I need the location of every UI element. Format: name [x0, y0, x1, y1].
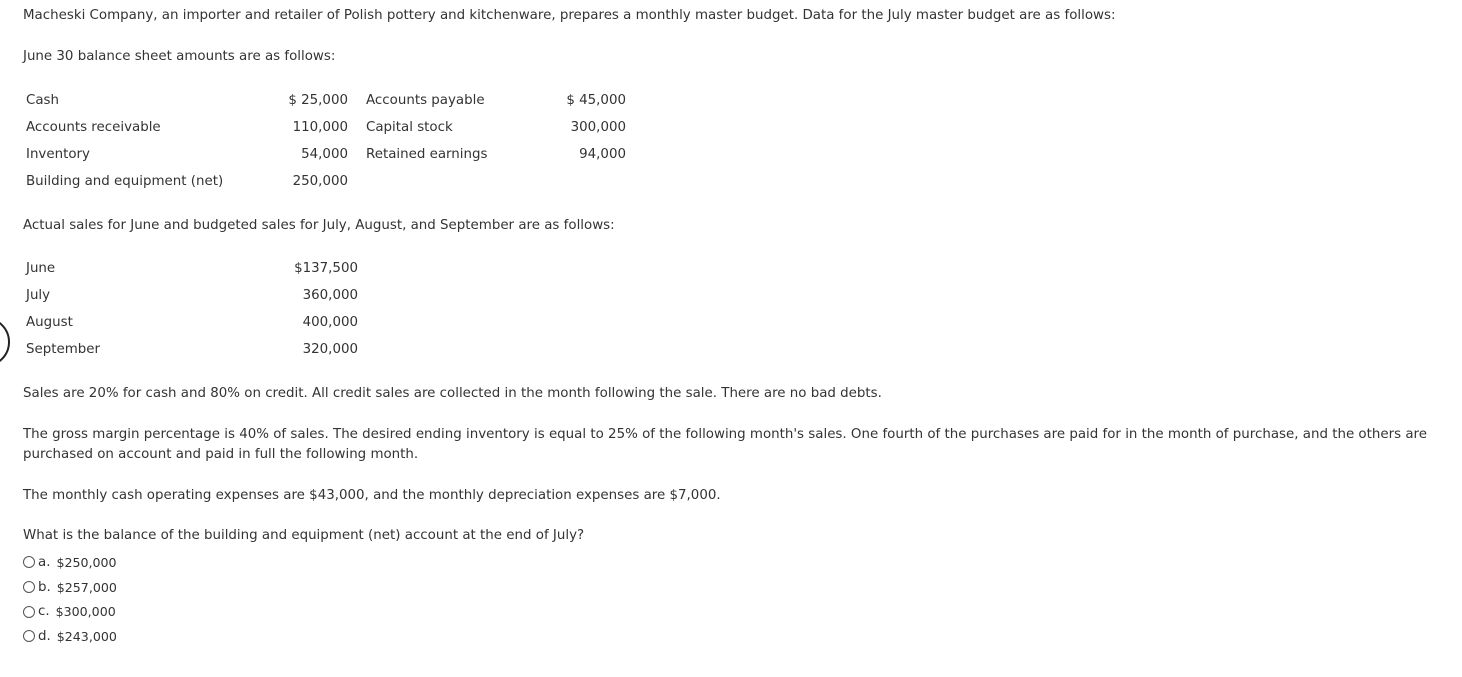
sales-amount: 400,000: [302, 315, 358, 330]
left-label: Accounts receivable: [26, 120, 161, 135]
left-amount: $ 25,000: [288, 93, 348, 108]
sales-amount: 360,000: [302, 288, 358, 303]
sales-terms-text: Sales are 20% for cash and 80% on credit. All credit sales are collected in the month following the sale. There are no bad debts.: [23, 386, 882, 401]
right-label: [352, 168, 560, 195]
table-row: [22, 309, 362, 336]
choice-letter: a.: [38, 554, 51, 570]
sales-table: [22, 255, 362, 363]
partial-circle-marker: [0, 317, 10, 367]
balance-sheet-heading: June 30 balance sheet amounts are as follows:: [23, 49, 336, 64]
left-label: Inventory: [26, 147, 90, 162]
sales-month: August: [26, 315, 73, 330]
radio-button[interactable]: [23, 556, 35, 568]
left-amount: 250,000: [292, 174, 348, 189]
answer-choices: [23, 550, 117, 649]
radio-button[interactable]: [23, 581, 35, 593]
expenses-text: The monthly cash operating expenses are $43,000, and the monthly depreciation expenses are $7,000.: [23, 488, 721, 503]
choice-letter: d.: [38, 628, 51, 644]
choice-b[interactable]: [23, 575, 117, 600]
choice-c[interactable]: [23, 599, 117, 624]
balance-sheet-table: [22, 87, 630, 195]
choice-value: $243,000: [56, 628, 117, 644]
sales-amount: $137,500: [294, 261, 358, 276]
sales-month: July: [26, 288, 51, 303]
choice-letter: b.: [38, 579, 51, 595]
left-amount: 110,000: [292, 120, 348, 135]
intro-text: Macheski Company, an importer and retailer of Polish pottery and kitchenware, prepares a monthly master budget. Data for the July master budget are as follows:: [23, 8, 1116, 23]
sales-month: June: [26, 261, 56, 276]
left-amount: 54,000: [301, 147, 348, 162]
right-amount: 94,000: [579, 147, 626, 162]
sales-month: September: [26, 342, 101, 357]
radio-button[interactable]: [23, 606, 35, 618]
question-text: What is the balance of the building and equipment (net) account at the end of July?: [23, 528, 585, 543]
radio-button[interactable]: [23, 630, 35, 642]
right-amount: 300,000: [570, 120, 626, 135]
table-row: [22, 141, 630, 168]
table-row: [22, 255, 362, 282]
left-label: Building and equipment (net): [26, 174, 224, 189]
right-label: Retained earnings: [366, 147, 488, 162]
sales-amount: 320,000: [302, 342, 358, 357]
right-amount: [560, 168, 630, 195]
choice-value: $257,000: [56, 579, 117, 595]
table-row: [22, 168, 630, 195]
gross-margin-text: The gross margin percentage is 40% of sales. The desired ending inventory is equal to 25% of the following month's sales. One fourth of the purchases are paid for in the month of purchase, and the others are purchased on account and paid in full the following month.: [23, 427, 1427, 462]
table-row: [22, 87, 630, 114]
choice-a[interactable]: [23, 550, 117, 575]
right-amount: $ 45,000: [566, 93, 626, 108]
table-row: [22, 114, 630, 141]
right-label: Capital stock: [366, 120, 453, 135]
choice-letter: c.: [38, 604, 50, 620]
choice-value: $300,000: [55, 604, 116, 620]
choice-d[interactable]: [23, 624, 117, 649]
right-label: Accounts payable: [366, 93, 485, 108]
table-row: [22, 336, 362, 363]
choice-value: $250,000: [56, 554, 117, 570]
table-row: [22, 282, 362, 309]
left-label: Cash: [26, 93, 60, 108]
sales-heading: Actual sales for June and budgeted sales for July, August, and September are as follows:: [23, 218, 615, 233]
